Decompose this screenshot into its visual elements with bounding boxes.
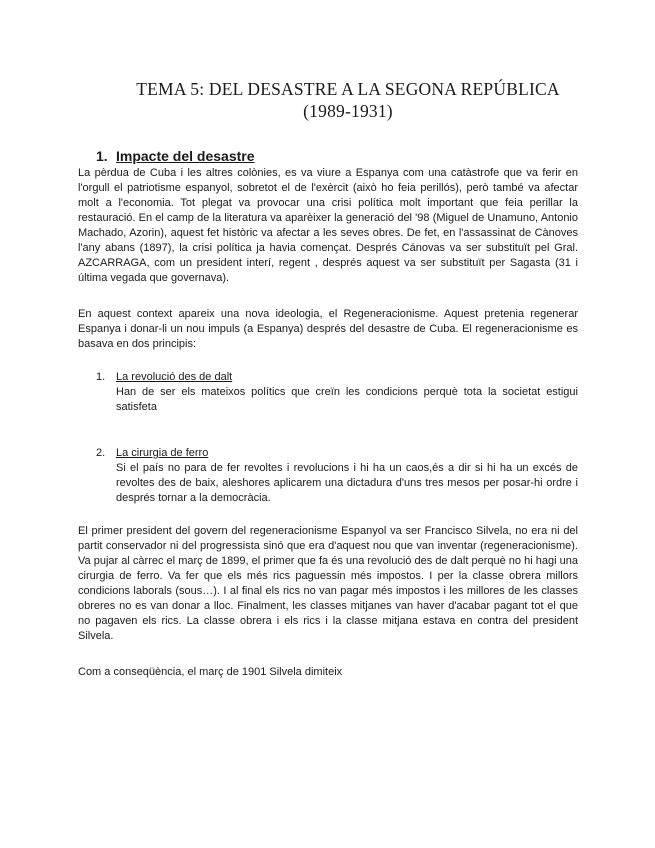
title-line-1: TEMA 5: DEL DESASTRE A LA SEGONA REPÚBLICA <box>136 79 560 99</box>
document-title <box>60 78 636 122</box>
paragraph-4: Com a conseqüència, el març de 1901 Silvela dimiteix <box>78 666 343 678</box>
principle-2-text: Si el país no para de fer revoltes i revolucions i hi ha un caos,és a dir si hi ha un excés de revoltes des de baix, aleshores aplicarem una dictadura d'uns tres mesos per posar-hi ordre i després tornar a la democràcia. <box>116 462 578 504</box>
title-line-2: (1989-1931) <box>303 101 393 121</box>
section-heading-text: Impacte del desastre <box>116 148 255 164</box>
paragraph-2: En aquest context apareix una nova ideologia, el Regeneracionisme. Aquest pretenia regenerar Espanya i donar-li un nou impuls (a Espanya) després del desastre de Cuba. El regeneracionisme es basava en dos principis: <box>78 308 578 350</box>
principle-2-number: 2. <box>96 447 106 459</box>
paragraph-3: El primer president del govern del regeneracionisme Espanyol va ser Francisco Silvela, no era ni del partit conservador ni del progressista sinó que era d'aquest nou que van inventar (regeneracionisme). Va pujar al càrrec el març de 1899, el primer que fa és una revolució des de dalt perquè no hi hagi una cirurgia de ferro. Va fer que els més rics paguessin més impostos. I per la classe obrera millors condicions laborals (sous…). I al final els rics no van pagar més impostos i les millores de les classes obreres no es van donar a lloc. Finalment, les classes mitjanes van haver d'acabar pagant tot el que no pagaven els rics. La classe obrera i els rics i la classe mitjana estava en contra del president Silvela. <box>78 525 578 642</box>
principle-2-heading <box>96 446 208 461</box>
principle-1-number: 1. <box>96 371 106 383</box>
principle-1-heading <box>96 370 232 385</box>
principle-1-title: La revolució des de dalt <box>116 371 233 383</box>
section-number: 1. <box>96 148 108 164</box>
principle-1-text: Han de ser els mateixos polítics que creïn les condicions perquè tota la societat estigui satisfeta <box>116 386 578 413</box>
paragraph-1: La pèrdua de Cuba i les altres colònies, es va viure a Espanya com una catàstrofe que va ferir en l'orgull el patriotisme espanyol, sobretot el de l'exèrcit (això ho feia perillós), però també va afectar molt a l'economia. Tot plegat va provocar una crisi política molt important que feia perillar la restauració. En el camp de la literatura va aparèixer la generació del '98 (Miguel de Unamuno, Antonio Machado, Azorin), aquest fet històric va afectar a les seves obres. De fet, en l'assassinat de Cànoves l'any abans (1897), la crisi política ja havia començat. Després Cánovas va ser substituït pel Gral. AZCARRAGA, com un president interí, regent , després aquest va ser substituït per Sagasta (31 i última vegada que governava). <box>78 167 578 284</box>
principle-2-title: La cirurgia de ferro <box>116 447 209 459</box>
section-heading <box>96 148 255 164</box>
